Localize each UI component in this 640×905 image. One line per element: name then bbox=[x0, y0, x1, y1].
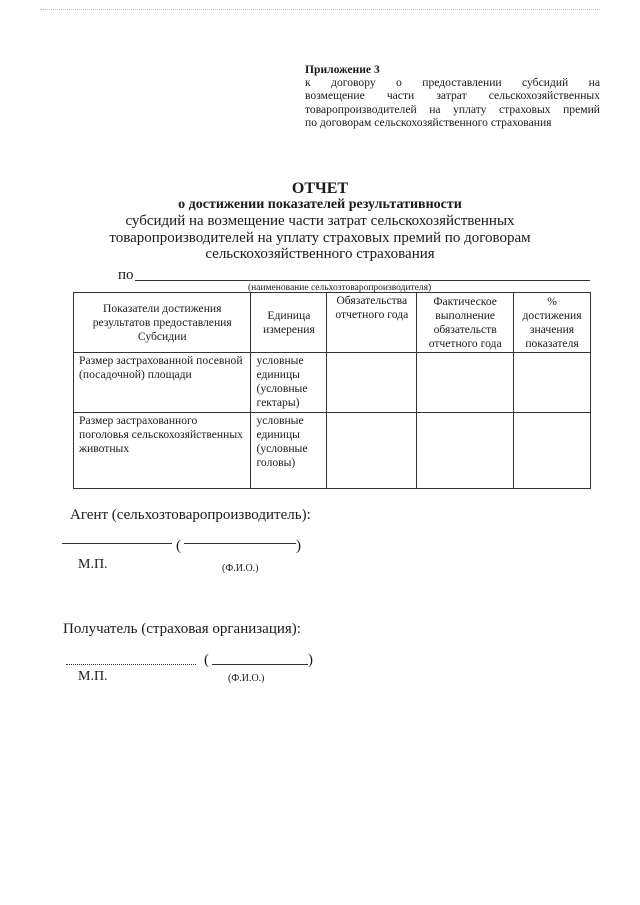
header-percent: % достижения значения показателя bbox=[514, 293, 591, 353]
row-actual[interactable] bbox=[417, 413, 514, 489]
agent-paren-open: ( bbox=[176, 538, 181, 554]
report-line-3: субсидий на возмещение части затрат сельскохозяйственных bbox=[125, 213, 515, 229]
row-obligation[interactable] bbox=[327, 413, 417, 489]
row-unit: условные единицы (условные головы) bbox=[251, 413, 327, 489]
table-row bbox=[74, 413, 591, 489]
header-obligation: Обязательства отчетного года bbox=[327, 293, 417, 353]
row-actual[interactable] bbox=[417, 353, 514, 413]
recipient-signature-line[interactable] bbox=[66, 664, 196, 665]
appendix-line-1: к договору о предоставлении субсидий на bbox=[305, 76, 600, 90]
row-obligation[interactable] bbox=[327, 353, 417, 413]
recipient-fio: (Ф.И.О.) bbox=[228, 673, 265, 684]
agent-signature-line[interactable] bbox=[62, 543, 172, 544]
agent-paren-close: ) bbox=[296, 538, 301, 554]
appendix-line-2: возмещение части затрат сельскохозяйственных bbox=[305, 89, 600, 103]
report-title: ОТЧЕТ bbox=[291, 180, 349, 197]
agent-label: Агент (сельхозтоваропроизводитель): bbox=[70, 507, 311, 523]
scan-artifact-line bbox=[40, 9, 600, 12]
agent-name-line[interactable] bbox=[184, 543, 296, 544]
table-header-row bbox=[74, 293, 591, 353]
recipient-paren-close: ) bbox=[308, 652, 313, 668]
appendix-title: Приложение 3 bbox=[305, 63, 380, 76]
row-percent[interactable] bbox=[514, 353, 591, 413]
header-unit: Единица измерения bbox=[251, 293, 327, 353]
agent-mp: М.П. bbox=[78, 557, 108, 572]
report-line-4: товаропроизводителей на уплату страховых премий по договорам bbox=[109, 230, 531, 246]
table-row bbox=[74, 353, 591, 413]
report-line-5: сельскохозяйственного страхования bbox=[205, 246, 435, 262]
recipient-paren-open: ( bbox=[204, 652, 209, 668]
header-indicator: Показатели достижения результатов предоставления Субсидии bbox=[74, 293, 251, 353]
row-unit: условные единицы (условные гектары) bbox=[251, 353, 327, 413]
po-label: по bbox=[118, 267, 134, 283]
po-hint: (наименование сельхозтоваропроизводителя) bbox=[248, 283, 432, 293]
agent-fio: (Ф.И.О.) bbox=[222, 563, 259, 574]
recipient-mp: М.П. bbox=[78, 669, 108, 684]
appendix-block bbox=[305, 63, 600, 129]
report-subtitle: о достижении показателей результативности bbox=[178, 197, 462, 212]
row-percent[interactable] bbox=[514, 413, 591, 489]
row-indicator: Размер застрахованного поголовья сельскохозяйственных животных bbox=[74, 413, 251, 489]
header-actual: Фактическое выполнение обязательств отчетного года bbox=[417, 293, 514, 353]
appendix-line-3: товаропроизводителей на уплату страховых премий bbox=[305, 102, 600, 116]
row-indicator: Размер застрахованной посевной (посадочной) площади bbox=[74, 353, 251, 413]
po-fill-line[interactable] bbox=[135, 280, 590, 281]
recipient-label: Получатель (страховая организация): bbox=[63, 621, 301, 637]
recipient-name-line[interactable] bbox=[212, 664, 308, 665]
appendix-line-4: по договорам сельскохозяйственного страхования bbox=[305, 115, 552, 129]
report-table bbox=[73, 292, 591, 489]
